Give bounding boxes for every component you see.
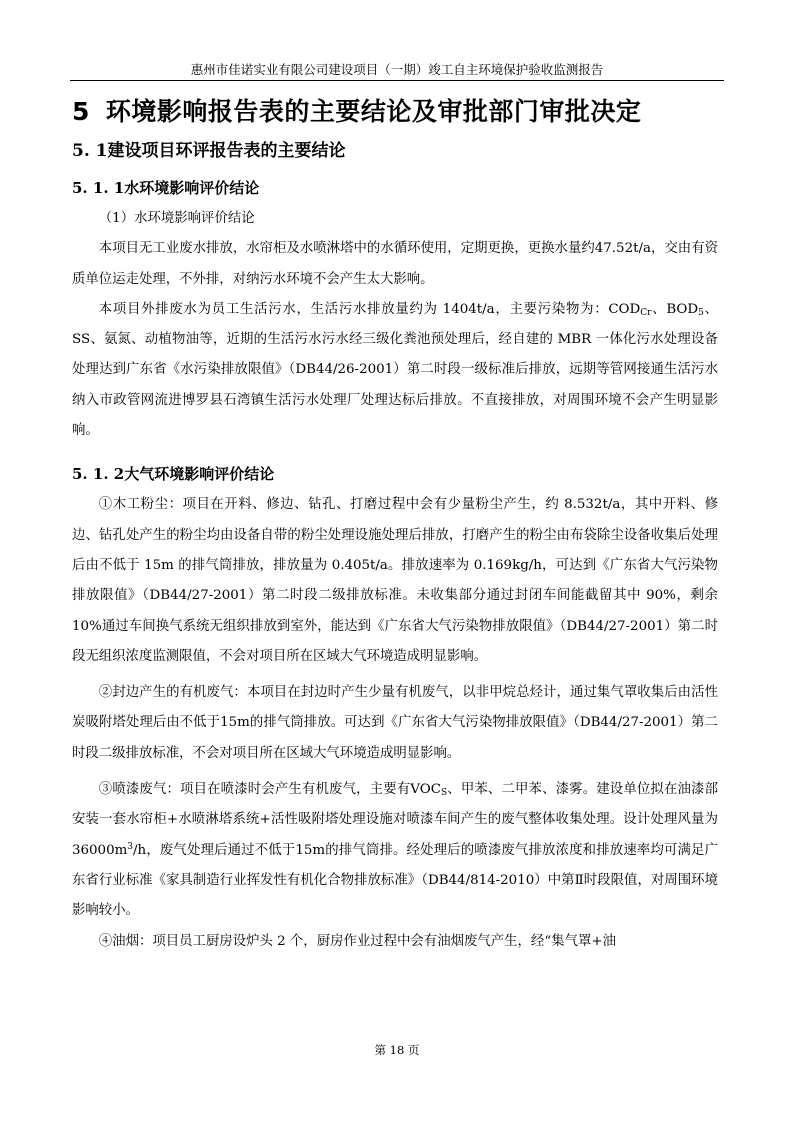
chapter-title: 环境影响报告表的主要结论及审批部门审批决定 <box>105 97 642 126</box>
water-paragraph-1: 本项目无工业废水排放，水帘柜及水喷淋塔中的水循环使用，定期更换，更换水量约47.52t/a，交由有资质单位运走处理，不外排，对纳污水环境不会产生太大影响。 <box>72 241 718 287</box>
air-paragraph-dust: ①木工粉尘：项目在开料、修边、钻孔、打磨过程中会有少量粉尘产生，约 8.532t/a，其中开料、修边、钻孔处产生的粉尘均由设备自带的粉尘处理设施处理后排放，打磨产生的粉尘由布袋除尘设备收集后处理后由不低于 15m 的排气筒排放，排放量为 0.405t/a。排放速率为 0.169kg/h，可达到《广东省大气污染物排放限值》（DB44/27-2001）第二时段二级排放标准。未收集部分通过封闭车间能截留其中 90%，剩余 10%通过车间换气系统无组织排放到室外，能达到《广东省大气污染物排放限值》（DB44/27-2001）第二时段无组织浓度监测限值，不会对项目所在区域大气环境造成明显影响。 <box>72 497 718 664</box>
page-body <box>72 90 718 957</box>
chapter-heading <box>72 90 718 134</box>
air-p3-text-b: 、甲苯、二甲苯、漆雾。建设单位拟在油漆部安装一套水帘柜+水喷淋塔系统+活性吸附塔处理设施对喷漆车间产生的废气整体收集处理。设计处理风量为36000m <box>72 782 718 858</box>
air-paragraph-cooking-fumes: ④油烟：项目员工厨房设炉头 2 个，厨房作业过程中会有油烟废气产生，经“集气罩+油 <box>98 933 616 949</box>
section-heading-5-1: 5. 1建设项目环评报告表的主要结论 <box>72 141 346 161</box>
air-paragraph-painting <box>72 775 718 926</box>
water-p2-text-c: 、SS、氨氮、动植物油等，近期的生活污水污水经三级化粪池预处理后，经自建的 MBR 一体化污水处理设备处理达到广东省《水污染排放限值》（DB44/26-2001）第二时段一级标准后排放，远期等管网接通生活污水纳入市政管网流进博罗县石湾镇生活污水处理厂处理达标后排放。不直接排放，对周围环境不会产生明显影响。 <box>72 301 718 439</box>
page-number: 第 18 页 <box>374 1043 420 1057</box>
water-p2-text-a: 本项目外排废水为员工生活污水，生活污水排放量约为 1404t/a，主要污染物为：COD <box>98 301 641 317</box>
header-divider <box>70 80 724 81</box>
water-p2-sub-cr: Cr <box>640 307 652 318</box>
subsection-heading-5-1-2: 5. 1. 2大气环境影响评价结论 <box>72 465 275 484</box>
water-paragraph-2 <box>72 295 718 446</box>
subsection-heading-5-1-1: 5. 1. 1水环境影响评价结论 <box>72 179 260 197</box>
water-p2-sub-5: 5 <box>698 307 704 318</box>
chapter-number: 5 <box>72 97 90 126</box>
air-paragraph-edge-banding: ②封边产生的有机废气：本项目在封边时产生少量有机废气，以非甲烷总烃计，通过集气罩收集后由活性炭吸附塔处理后由不低于15m的排气筒排放。可达到《广东省大气污染物排放限值》（DB44/27-2001）第二时段二级排放标准，不会对项目所在区域大气环境造成明显影响。 <box>72 685 718 761</box>
running-header: 惠州市佳诺实业有限公司建设项目（一期）竣工自主环境保护验收监测报告 <box>190 62 604 77</box>
water-subtitle: （1）水环境影响评价结论 <box>98 211 255 226</box>
air-p3-sub-s: S <box>440 788 448 799</box>
air-p3-text-a: ③喷漆废气：项目在喷漆时会产生有机废气，主要有VOC <box>98 782 441 798</box>
air-p3-text-c: /h，废气处理后通过不低于15m的排气筒排。经处理后的喷漆废气排放浓度和排放速率均可满足广东省行业标准《家具制造行业挥发性有机化合物排放标准》（DB44/814-2010）中第Ⅱ时段限值，对周围环境影响较小。 <box>72 842 718 919</box>
water-p2-text-b: 、BOD <box>651 301 699 317</box>
air-p3-sup-3: 3 <box>127 841 134 852</box>
